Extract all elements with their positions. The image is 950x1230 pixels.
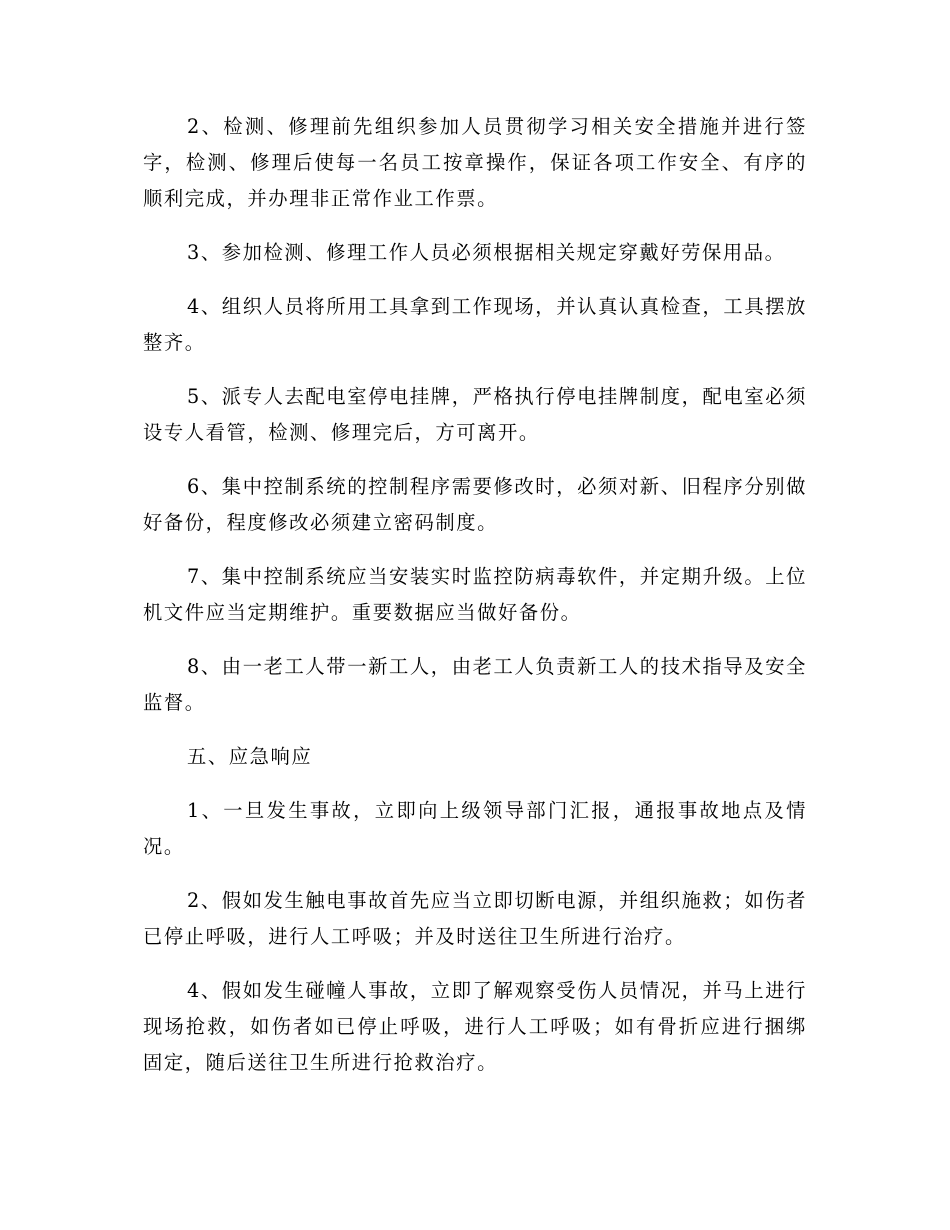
paragraph-item-2: 2、检测、修理前先组织参加人员贯彻学习相关安全措施并进行签字，检测、修理后使每一名员工按章操作，保证各项工作安全、有序的顺利完成，并办理非正常作业工作票。 bbox=[143, 115, 807, 210]
document-page bbox=[143, 109, 807, 1099]
paragraph-item-5: 5、派专人去配电室停电挂牌，严格执行停电挂牌制度，配电室必须设专人看管，检测、修理完后，方可离开。 bbox=[143, 385, 807, 444]
section-heading-emergency-response: 五、应急响应 bbox=[187, 745, 313, 768]
emergency-paragraph-1: 1、一旦发生事故，立即向上级领导部门汇报，通报事故地点及情况。 bbox=[143, 799, 807, 858]
paragraph-item-7: 7、集中控制系统应当安装实时监控防病毒软件，并定期升级。上位机文件应当定期维护。重要数据应当做好备份。 bbox=[143, 565, 807, 624]
emergency-paragraph-4: 4、假如发生碰幢人事故，立即了解观察受伤人员情况，并马上进行现场抢救，如伤者如已停止呼吸，进行人工呼吸；如有骨折应进行捆绑固定，随后送往卫生所进行抢救治疗。 bbox=[143, 979, 807, 1074]
paragraph-item-6: 6、集中控制系统的控制程序需要修改时，必须对新、旧程序分别做好备份，程度修改必须建立密码制度。 bbox=[143, 475, 807, 534]
paragraph-item-4: 4、组织人员将所用工具拿到工作现场，并认真认真检查，工具摆放整齐。 bbox=[143, 295, 807, 354]
emergency-paragraph-2: 2、假如发生触电事故首先应当立即切断电源，并组织施救；如伤者已停止呼吸，进行人工呼吸；并及时送往卫生所进行治疗。 bbox=[143, 889, 807, 948]
paragraph-item-8: 8、由一老工人带一新工人，由老工人负责新工人的技术指导及安全监督。 bbox=[143, 655, 807, 714]
paragraph-item-3: 3、参加检测、修理工作人员必须根据相关规定穿戴好劳保用品。 bbox=[187, 241, 786, 264]
